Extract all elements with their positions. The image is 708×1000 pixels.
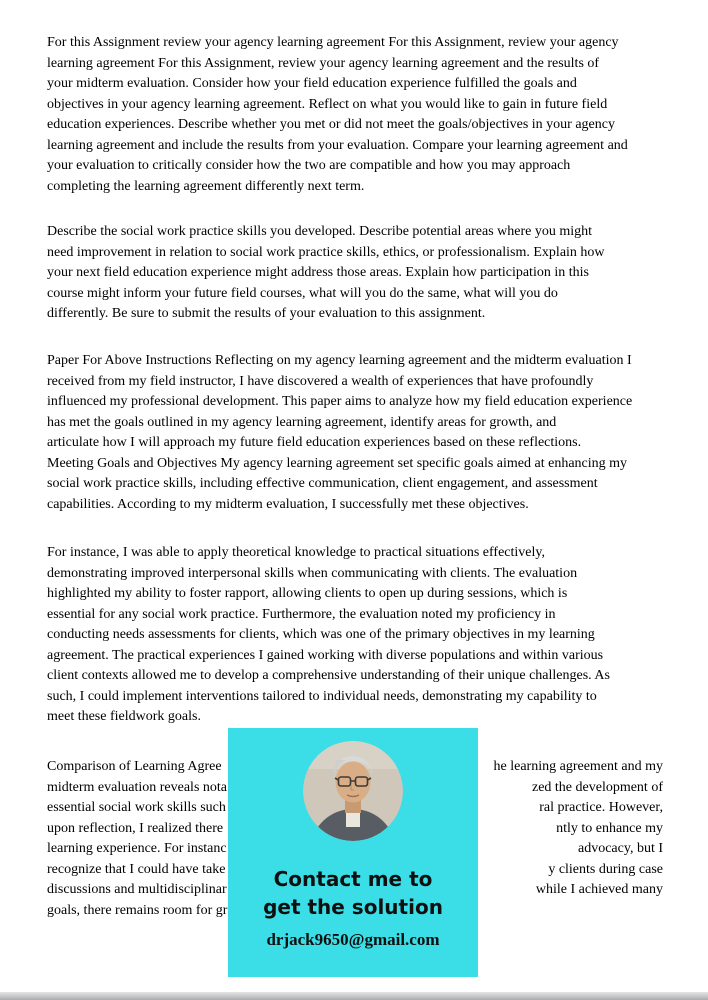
paragraph-1 [47,33,663,197]
text-line: your next field education experience might address those areas. Explain how participation in this [47,265,589,280]
text-line: articulate how I will approach my future field education experiences based on these reflections. [47,435,582,450]
fragment-left: midterm evaluation reveals nota [47,779,227,795]
fragment-left: learning experience. For instanc [47,841,227,856]
fragment-left: goals, there remains room for gr [47,902,228,918]
fragment-left: Comparison of Learning Agree [47,759,222,774]
paragraph-2 [47,222,663,325]
text-line: your midterm evaluation. Consider how your field education experience fulfilled the goals and [47,76,577,91]
text-line: highlighted my ability to foster rapport, allowing clients to open up during sessions, which is [47,586,568,601]
text-line: Describe the social work practice skills you developed. Describe potential areas where you might [47,224,593,239]
text-line: learning agreement and include the results from your evaluation. Compare your learning agreement and [47,137,628,153]
text-line: learning agreement For this Assignment, review your agency learning agreement and the results of [47,55,600,71]
text-line: essential for any social work practice. Furthermore, the evaluation noted my proficiency in [47,606,556,622]
text-line: objectives in your agency learning agreement. Reflect on what you would like to gain in future field [47,96,608,112]
promo-line-2: get the solution [263,895,443,919]
text-line: course might inform your future field courses, what will you do the same, what will you do [47,285,558,301]
fragment-right: y clients during case [548,861,663,877]
fragment-right: he learning agreement and my [493,759,663,774]
page-bottom-edge [0,992,708,1000]
fragment-right: advocacy, but I [578,841,663,856]
text-line: client contexts allowed me to develop a comprehensive understanding of their unique challenges. As [47,668,610,683]
promo-card [228,728,478,977]
text-line: influenced my professional development. This paper aims to analyze how my field education experience [47,394,633,409]
fragment-right: zed the development of [531,779,663,795]
fragment-right: ral practice. However, [539,800,663,815]
paragraph-4 [47,543,663,728]
text-line: such, I could implement interventions tailored to individual needs, demonstrating my capability to [47,688,597,704]
text-line: meet these fieldwork goals. [47,709,201,724]
text-line: conducting needs assessments for clients, which was one of the primary objectives in my learning [47,627,595,642]
paragraph-3 [47,351,663,515]
text-line: your evaluation to critically consider how the two are compatible and how you may approach [47,158,571,173]
promo-email: drjack9650@gmail.com [266,930,440,949]
text-line: social work practice skills, including effective communication, client engagement, and assessment [47,476,598,491]
text-line: Paper For Above Instructions Reflecting on my agency learning agreement and the midterm evaluation I [47,353,632,368]
text-line: For instance, I was able to apply theoretical knowledge to practical situations effectively, [47,545,545,560]
text-line: completing the learning agreement differently next term. [47,178,365,194]
fragment-left: recognize that I could have take [47,861,226,877]
text-line: Meeting Goals and Objectives My agency learning agreement set specific goals aimed at enhancing my [47,455,628,471]
text-line: education experiences. Describe whether you met or did not meet the goals/objectives in your agency [47,117,615,132]
fragment-right: while I achieved many [535,882,663,897]
text-line: For this Assignment review your agency learning agreement For this Assignment, review your agency [47,35,619,50]
text-line: differently. Be sure to submit the results of your evaluation to this assignment. [47,306,486,321]
fragment-right: ntly to enhance my [556,820,663,836]
promo-line-1: Contact me to [273,867,433,891]
text-line: demonstrating improved interpersonal skills when communicating with clients. The evaluation [47,565,578,581]
text-line: agreement. The practical experiences I gained working with diverse populations and within various [47,647,604,663]
fragment-left: discussions and multidisciplinar [47,882,227,897]
text-line: has met the goals outlined in my agency learning agreement, identify areas for growth, and [47,414,557,430]
fragment-left: essential social work skills such [47,800,226,815]
text-line: need improvement in relation to social work practice skills, ethics, or professionalism. Explain how [47,244,605,260]
text-line: capabilities. According to my midterm evaluation, I successfully met these objectives. [47,496,529,512]
portrait-photo [303,741,403,841]
text-line: received from my field instructor, I have discovered a wealth of experiences that have profoundly [47,373,594,389]
fragment-left: upon reflection, I realized there [47,820,224,836]
